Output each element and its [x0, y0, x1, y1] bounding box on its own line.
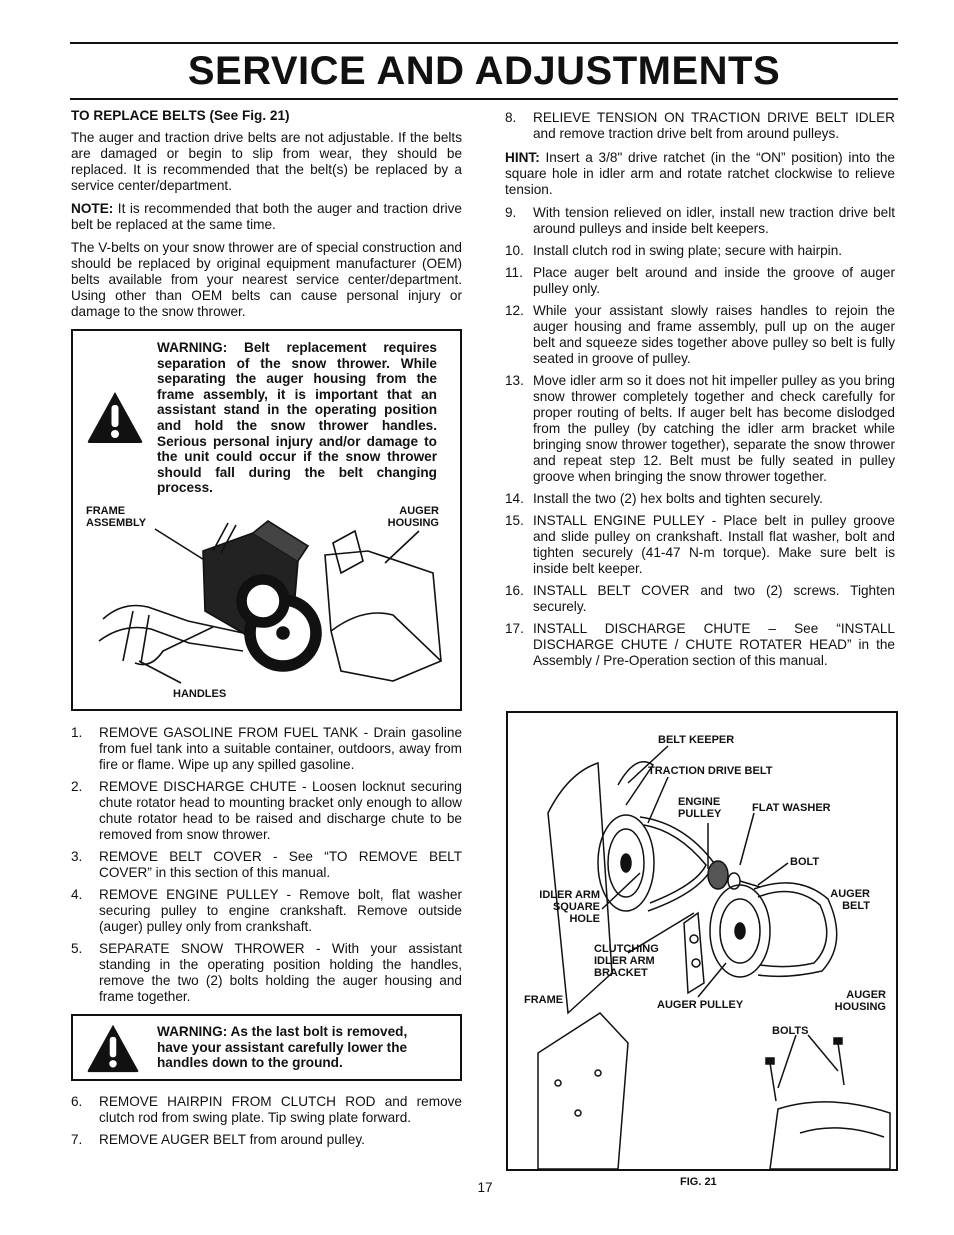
removal-steps-list [71, 725, 462, 1005]
figure-21-box [506, 711, 898, 1171]
intro-paragraph: The auger and traction drive belts are not adjustable. If the belts are damaged or begin to slip from wear, they should be replaced. It is recommended that the belt(s) be replaced by a service center/department. [71, 130, 462, 193]
step-17: 17. INSTALL DISCHARGE CHUTE – See “INSTALL DISCHARGE CHUTE / CHUTE ROTATER HEAD” in the Assembly / Pre-Operation section of this manual. [505, 621, 895, 668]
label-clutching-idler-arm-bracket: CLUTCHING IDLER ARM BRACKET [594, 943, 659, 979]
step-5: 5. SEPARATE SNOW THROWER - With your assistant standing in the operating position holding the handles, remove the two (2) bolts holding the auger housing and frame together. [71, 941, 462, 1004]
step-1: 1. REMOVE GASOLINE FROM FUEL TANK - Drain gasoline from fuel tank into a suitable container, outdoors, away from fire or flame. Wipe up any spilled gasoline. [71, 725, 462, 772]
right-column [505, 110, 895, 675]
step-2: 2. REMOVE DISCHARGE CHUTE - Loosen locknut securing chute rotator head to mounting bracket only enough to allow chute rotator head to be raised and discharge chute to be removed from snow thrower. [71, 779, 462, 842]
step-16: 16. INSTALL BELT COVER and two (2) screws. Tighten securely. [505, 583, 895, 614]
step-8: 8. RELIEVE TENSION ON TRACTION DRIVE BELT IDLER and remove traction drive belt from around pulleys. [505, 110, 895, 141]
warning-box-last-bolt [71, 1014, 462, 1081]
label-bolt: BOLT [790, 856, 820, 868]
step-10: 10. Install clutch rod in swing plate; secure with hairpin. [505, 243, 843, 258]
removal-steps-list-continued [71, 1094, 462, 1148]
step-13: 13. Move idler arm so it does not hit impeller pulley as you bring snow thrower completely together and check carefully for proper routing of belts. If auger belt has become dislodged from the pulley (by catching the idler arm bracket while bringing snow thrower together), separate the snow thrower and repeat step 12. Belt must be fully seated in pulley groove when bringing the snow thrower together. [505, 373, 895, 484]
page-number: 17 [477, 1180, 493, 1195]
warning-triangle-icon [85, 1022, 141, 1074]
step-6: 6. REMOVE HAIRPIN FROM CLUTCH ROD and remove clutch rod from swing plate. Tip swing plate forward. [71, 1094, 462, 1125]
label-handles: HANDLES [173, 688, 227, 700]
hint-paragraph [505, 150, 895, 198]
label-traction-drive-belt: TRACTION DRIVE BELT [648, 765, 773, 777]
note-paragraph [71, 201, 462, 233]
step-3: 3. REMOVE BELT COVER - See “TO REMOVE BELT COVER” in this section of this manual. [71, 849, 462, 880]
step-12: 12. While your assistant slowly raises handles to rejoin the auger housing and frame assembly, pull up on the auger belt and squeeze sides together above pulley so belt is fully seated in groove of pulley. [505, 303, 895, 366]
label-belt-keeper: BELT KEEPER [658, 734, 735, 746]
note-text: It is recommended that both the auger and traction drive belt be replaced at the same time. [71, 201, 462, 232]
step-14: 14. Install the two (2) hex bolts and tighten securely. [505, 491, 823, 506]
note-label: NOTE: [71, 201, 114, 216]
hint-text: Insert a 3/8" drive ratchet (in the “ON” position) into the square hole in idler arm and rotate ratchet clockwise to relieve tension. [505, 150, 895, 197]
warning-text-last-bolt: WARNING: As the last bolt is removed, have your assistant carefully lower the handles down to the ground. [157, 1024, 408, 1071]
title-underline [70, 98, 898, 100]
label-auger-pulley: AUGER PULLEY [657, 999, 744, 1011]
snow-thrower-separation-illustration [93, 511, 443, 691]
label-flat-washer: FLAT WASHER [752, 802, 831, 814]
oem-paragraph: The V-belts on your snow thrower are of special construction and should be replaced by original equipment manufacturer (OEM) belts available from your nearest service center/department. Using other than OEM belts can cause personal injury or damage to the snow thrower. [71, 240, 462, 319]
step-7: 7. REMOVE AUGER BELT from around pulley. [71, 1132, 365, 1147]
step-9: 9. With tension relieved on idler, install new traction drive belt around pulleys and inside belt keepers. [505, 205, 895, 236]
warning-triangle-icon [85, 389, 145, 445]
step-4: 4. REMOVE ENGINE PULLEY - Remove bolt, flat washer securing pulley to engine crankshaft. Remove outside (auger) pulley only from crankshaft. [71, 887, 462, 934]
top-rule [70, 42, 898, 44]
hint-label: HINT: [505, 150, 540, 165]
section-heading: TO REPLACE BELTS (See Fig. 21) [71, 108, 290, 123]
label-auger-housing: AUGER HOUSING [387, 505, 439, 529]
step-15: 15. INSTALL ENGINE PULLEY - Place belt in pulley groove and slide pulley on crankshaft. Install flat washer, bolt and tighten securely (41-47 N-m torque). Make sure belt is inside belt keeper. [505, 513, 895, 576]
step-11: 11. Place auger belt around and inside the groove of auger pulley only. [505, 265, 895, 296]
figure-21-caption: FIG. 21 [680, 1176, 717, 1188]
warning-text-belt-replacement: WARNING: Belt replacement requires separation of the snow thrower. While separating the auger housing from the frame assembly, it is important that an assistant stand in the operating position and hold the snow thrower handles. Serious personal injury and/or damage to the unit could occur if the snow thrower should fall during the belt changing process. [157, 340, 437, 496]
left-column [71, 108, 462, 1154]
label-idler-arm-square-hole: IDLER ARM SQUARE HOLE [539, 889, 600, 925]
label-frame: FRAME [524, 994, 564, 1006]
label-frame-assembly: FRAME ASSEMBLY [86, 505, 147, 529]
warning-box-belt-replacement [71, 329, 462, 711]
label-auger-housing-fig21: AUGER HOUSING [834, 989, 886, 1013]
belt-routing-illustration [508, 713, 896, 1169]
label-engine-pulley: ENGINE PULLEY [678, 796, 722, 820]
page-title: SERVICE AND ADJUSTMENTS [187, 49, 781, 93]
label-auger-belt: AUGER BELT [830, 888, 870, 912]
label-bolts: BOLTS [772, 1025, 809, 1037]
